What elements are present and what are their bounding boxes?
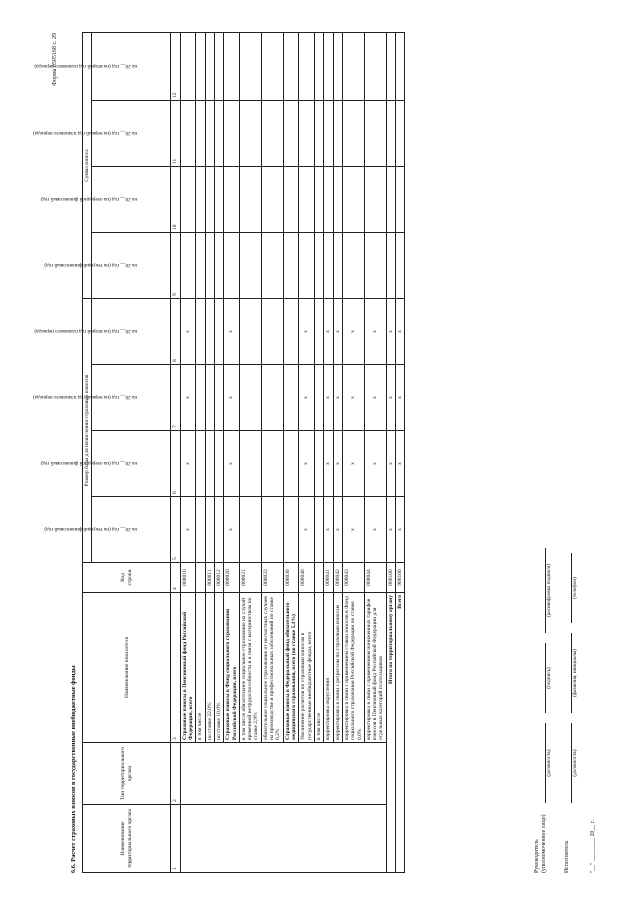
base-value-cell: x <box>180 431 196 497</box>
base-value-cell: x <box>299 365 315 431</box>
sum-value-cell[interactable] <box>196 101 205 167</box>
base-value-cell: x <box>396 431 405 497</box>
base-value-cell[interactable] <box>196 299 205 365</box>
sum-value-cell[interactable] <box>196 233 205 299</box>
indicator-name: в том числе <box>196 593 205 743</box>
sum-value-cell[interactable] <box>224 101 240 167</box>
sum-value-cell[interactable] <box>224 167 240 233</box>
row-code: 000022 <box>261 563 283 593</box>
base-value-cell[interactable] <box>196 365 205 431</box>
base-value-cell[interactable] <box>205 365 214 431</box>
header-period-label: на 20__ год (на текущий финансовый год) <box>44 526 138 533</box>
header-period-label: на 20__ год (на очередной финансовый год) <box>40 460 138 467</box>
header-base-group: Размер базы для начисления страховых взносов <box>83 299 92 563</box>
head-sub-label: (уполномоченное лицо) <box>541 814 547 873</box>
header-period-1 <box>44 497 171 563</box>
indicator-name: Страховые взносы в Пенсионный фонд Российской Федерации, всего <box>180 593 196 743</box>
header-territorial-name: Наименование территориального органа <box>83 805 171 873</box>
indicator-name: по ставке 10,0% <box>214 593 223 743</box>
indicator-name: в том числе обязательное социальное страхование на случай временной нетрудоспособности и в связи с материнством по ставке 2,9% <box>239 593 261 743</box>
header-period-2 <box>40 431 171 497</box>
sum-value-cell[interactable] <box>214 101 223 167</box>
header-row-code: Код строки <box>83 563 171 593</box>
sum-value-cell[interactable] <box>180 167 196 233</box>
header-period-4 <box>34 299 171 365</box>
sum-value-cell[interactable] <box>386 233 395 299</box>
head-signature-caption: (подпись) <box>546 667 552 689</box>
sum-value-cell[interactable] <box>342 167 364 233</box>
base-value-cell[interactable] <box>283 431 299 497</box>
date-line[interactable]: "__" ________ 20__ г. <box>590 820 596 873</box>
header-period-6 <box>40 167 171 233</box>
sum-value-cell[interactable] <box>364 167 386 233</box>
base-value-cell: x <box>396 299 405 365</box>
sum-value-cell[interactable] <box>224 33 240 101</box>
sum-value-cell[interactable] <box>314 101 323 167</box>
base-value-cell[interactable] <box>283 365 299 431</box>
sum-value-cell[interactable] <box>261 101 283 167</box>
sum-value-cell[interactable] <box>261 33 283 101</box>
sum-value-cell[interactable] <box>324 167 333 233</box>
header-period-label: на 20__ год (на первый год планового периода) <box>33 130 138 137</box>
base-value-cell: x <box>364 365 386 431</box>
sum-value-cell[interactable] <box>314 33 323 101</box>
base-value-cell[interactable] <box>239 299 261 365</box>
base-value-cell: x <box>224 497 240 563</box>
base-value-cell: x <box>342 299 364 365</box>
column-number: 7 <box>171 365 180 431</box>
header-period-label: на 20__ год (на второй год планового периода) <box>34 328 138 335</box>
base-value-cell: x <box>333 365 342 431</box>
row-code: 000010 <box>180 563 196 593</box>
sum-value-cell[interactable] <box>324 33 333 101</box>
row-code <box>196 563 205 593</box>
base-value-cell: x <box>396 497 405 563</box>
base-value-cell[interactable] <box>261 365 283 431</box>
base-value-cell[interactable] <box>214 431 223 497</box>
head-position-caption: (должность) <box>546 749 552 777</box>
sum-value-cell[interactable] <box>386 167 395 233</box>
row-code: 000012 <box>214 563 223 593</box>
indicator-name: Страховые взносы в Федеральный фонд обязательного медицинского страхования, всего (по ставке 5,1%) <box>283 593 299 743</box>
sum-value-cell[interactable] <box>342 233 364 299</box>
sum-value-cell[interactable] <box>283 101 299 167</box>
base-value-cell[interactable] <box>205 431 214 497</box>
column-number: 6 <box>171 431 180 497</box>
sum-value-cell[interactable] <box>342 101 364 167</box>
base-value-cell: x <box>386 299 395 365</box>
indicator-name: корректировка округления <box>324 593 333 743</box>
row-code: 000042 <box>333 563 342 593</box>
exec-position-caption: (должность) <box>572 749 578 777</box>
sum-value-cell[interactable] <box>396 33 405 101</box>
base-value-cell[interactable] <box>239 431 261 497</box>
base-value-cell[interactable] <box>196 431 205 497</box>
column-number: 10 <box>171 167 180 233</box>
rotated-form-sheet <box>33 33 600 873</box>
base-value-cell: x <box>386 431 395 497</box>
column-number: 4 <box>171 563 180 593</box>
sum-value-cell[interactable] <box>214 167 223 233</box>
sum-value-cell[interactable] <box>333 101 342 167</box>
sum-value-cell[interactable] <box>324 233 333 299</box>
sum-value-cell[interactable] <box>239 33 261 101</box>
column-number: 5 <box>171 497 180 563</box>
indicator-name: корректировка в связи с применением пониженных тарифов взносов в Пенсионный фонд Российской Федерации для отдельных категорий плательщиков <box>364 593 386 743</box>
header-indicator-name: Наименование показателя <box>83 593 171 743</box>
sum-value-cell[interactable] <box>239 167 261 233</box>
base-value-cell: x <box>224 299 240 365</box>
column-number: 8 <box>171 299 180 365</box>
sum-value-cell[interactable] <box>261 167 283 233</box>
header-period-label: на 20__ год (на очередной финансовый год) <box>40 196 138 203</box>
sum-value-cell[interactable] <box>299 167 315 233</box>
sum-value-cell[interactable] <box>205 33 214 101</box>
base-value-cell[interactable] <box>314 497 323 563</box>
column-number: 11 <box>171 101 180 167</box>
base-value-cell: x <box>324 497 333 563</box>
base-value-cell: x <box>364 299 386 365</box>
sum-value-cell[interactable] <box>386 101 395 167</box>
indicator-name: Страховые взносы в Фонд социального страхования Российской Федерации, всего <box>224 593 240 743</box>
base-value-cell: x <box>333 431 342 497</box>
column-number: 3 <box>171 593 180 743</box>
base-value-cell: x <box>333 299 342 365</box>
sum-value-cell[interactable] <box>205 101 214 167</box>
sum-value-cell[interactable] <box>396 167 405 233</box>
base-value-cell: x <box>299 299 315 365</box>
indicator-name: по ставке 22,0% <box>205 593 214 743</box>
row-code: 000040 <box>299 563 315 593</box>
sum-value-cell[interactable] <box>299 101 315 167</box>
sum-value-cell[interactable] <box>283 167 299 233</box>
base-value-cell: x <box>364 497 386 563</box>
sum-value-cell[interactable] <box>364 101 386 167</box>
column-number: 9 <box>171 233 180 299</box>
head-label: Руководитель <box>534 839 540 873</box>
total-territorial-row-label: Итого по территориальному органу <box>386 593 395 873</box>
base-value-cell: x <box>396 365 405 431</box>
exec-phone-caption: (телефон) <box>572 577 578 599</box>
sum-value-cell[interactable] <box>386 33 395 101</box>
sum-value-cell[interactable] <box>196 33 205 101</box>
sum-value-cell[interactable] <box>214 33 223 101</box>
header-territorial-type: Тип территориального органа <box>83 743 171 805</box>
base-value-cell[interactable] <box>314 299 323 365</box>
base-value-cell[interactable] <box>283 497 299 563</box>
base-value-cell: x <box>180 497 196 563</box>
row-code: 000043 <box>342 563 364 593</box>
sum-value-cell[interactable] <box>333 233 342 299</box>
sum-value-cell[interactable] <box>333 167 342 233</box>
base-value-cell[interactable] <box>314 365 323 431</box>
header-row-numbers <box>171 33 180 873</box>
table-row <box>180 33 196 873</box>
sum-value-cell[interactable] <box>299 233 315 299</box>
indicator-name: корректировка в связи с регрессом по страховым взносам <box>333 593 342 743</box>
base-value-cell: x <box>333 497 342 563</box>
header-period-label: на 20__ год (на текущий финансовый год) <box>44 262 138 269</box>
row-code: 000044 <box>364 563 386 593</box>
header-period-5 <box>44 233 171 299</box>
sum-value-cell[interactable] <box>205 167 214 233</box>
row-code <box>314 563 323 593</box>
column-number: 1 <box>171 805 180 873</box>
row-code: 000011 <box>205 563 214 593</box>
header-row-groups <box>83 33 92 873</box>
base-value-cell[interactable] <box>196 497 205 563</box>
row-code: 000020 <box>224 563 240 593</box>
base-value-cell[interactable] <box>239 497 261 563</box>
form-code: Форма 0505168 с. 29 <box>52 33 58 86</box>
sum-value-cell[interactable] <box>196 167 205 233</box>
base-value-cell[interactable] <box>314 431 323 497</box>
indicator-name: в том числе <box>314 593 323 743</box>
base-value-cell[interactable] <box>261 431 283 497</box>
indicator-name: обязательное социальное страхование от несчастных случаев на производстве и профессиональных заболеваний по ставке 0,2% <box>261 593 283 743</box>
sum-value-cell[interactable] <box>324 101 333 167</box>
base-value-cell[interactable] <box>205 299 214 365</box>
total-territorial-row <box>386 33 395 873</box>
base-value-cell[interactable] <box>214 299 223 365</box>
base-value-cell: x <box>364 431 386 497</box>
sum-value-cell[interactable] <box>224 233 240 299</box>
sum-value-cell[interactable] <box>180 101 196 167</box>
sum-value-cell[interactable] <box>283 233 299 299</box>
base-value-cell[interactable] <box>214 365 223 431</box>
sum-value-cell[interactable] <box>314 233 323 299</box>
head-decode-caption: (расшифровка подписи) <box>546 564 552 617</box>
total-all-row-code: 900100 <box>396 563 405 593</box>
base-value-cell: x <box>180 365 196 431</box>
section-title: 6.6. Расчет страховых взносов в государственные внебюджетные фонды <box>70 665 77 873</box>
sum-value-cell[interactable] <box>364 33 386 101</box>
territorial-name-cell[interactable] <box>180 805 386 873</box>
column-number: 12 <box>171 33 180 101</box>
row-code: 000041 <box>324 563 333 593</box>
header-period-label: на 20__ год (на второй год планового периода) <box>34 63 138 70</box>
base-value-cell[interactable] <box>261 299 283 365</box>
row-code: 000030 <box>283 563 299 593</box>
base-value-cell[interactable] <box>239 365 261 431</box>
sum-value-cell[interactable] <box>283 33 299 101</box>
sum-value-cell[interactable] <box>342 33 364 101</box>
base-value-cell[interactable] <box>205 497 214 563</box>
sum-value-cell[interactable] <box>333 33 342 101</box>
exec-fio-caption: (фамилия, инициалы) <box>572 649 578 697</box>
row-code: 000021 <box>239 563 261 593</box>
sum-value-cell[interactable] <box>299 33 315 101</box>
base-value-cell: x <box>386 497 395 563</box>
base-value-cell[interactable] <box>283 299 299 365</box>
sum-value-cell[interactable] <box>239 233 261 299</box>
base-value-cell: x <box>299 431 315 497</box>
base-value-cell: x <box>386 365 395 431</box>
indicator-name: корректировка в связи с применением ставки взносов в Фонд социального страхования Российской Федерации по ставке 0,0% <box>342 593 364 743</box>
base-value-cell: x <box>180 299 196 365</box>
base-value-cell[interactable] <box>261 497 283 563</box>
base-value-cell: x <box>324 431 333 497</box>
sum-value-cell[interactable] <box>239 101 261 167</box>
sum-value-cell[interactable] <box>396 101 405 167</box>
base-value-cell: x <box>299 497 315 563</box>
base-value-cell[interactable] <box>214 497 223 563</box>
total-all-row-label: Всего <box>396 593 405 873</box>
sum-value-cell[interactable] <box>364 233 386 299</box>
sum-value-cell[interactable] <box>180 33 196 101</box>
base-value-cell: x <box>224 431 240 497</box>
base-value-cell: x <box>324 299 333 365</box>
territorial-type-cell[interactable] <box>180 743 386 805</box>
sum-value-cell[interactable] <box>205 233 214 299</box>
sum-value-cell[interactable] <box>214 233 223 299</box>
sum-value-cell[interactable] <box>180 233 196 299</box>
header-period-label: на 20__ год (на первый год планового периода) <box>33 394 138 401</box>
total-all-row <box>396 33 405 873</box>
indicator-name: Увеличение расчетов по страховым взносам в государственные внебюджетные фонды, всего <box>299 593 315 743</box>
base-value-cell: x <box>342 431 364 497</box>
sum-value-cell[interactable] <box>396 233 405 299</box>
base-value-cell: x <box>324 365 333 431</box>
base-value-cell: x <box>342 365 364 431</box>
sum-value-cell[interactable] <box>261 233 283 299</box>
base-value-cell: x <box>224 365 240 431</box>
sum-value-cell[interactable] <box>314 167 323 233</box>
column-number: 2 <box>171 743 180 805</box>
header-sum-group: Сумма взноса <box>83 33 92 299</box>
total-territorial-row-code: 000100 <box>386 563 395 593</box>
executor-label: Исполнитель <box>564 840 570 873</box>
base-value-cell: x <box>342 497 364 563</box>
